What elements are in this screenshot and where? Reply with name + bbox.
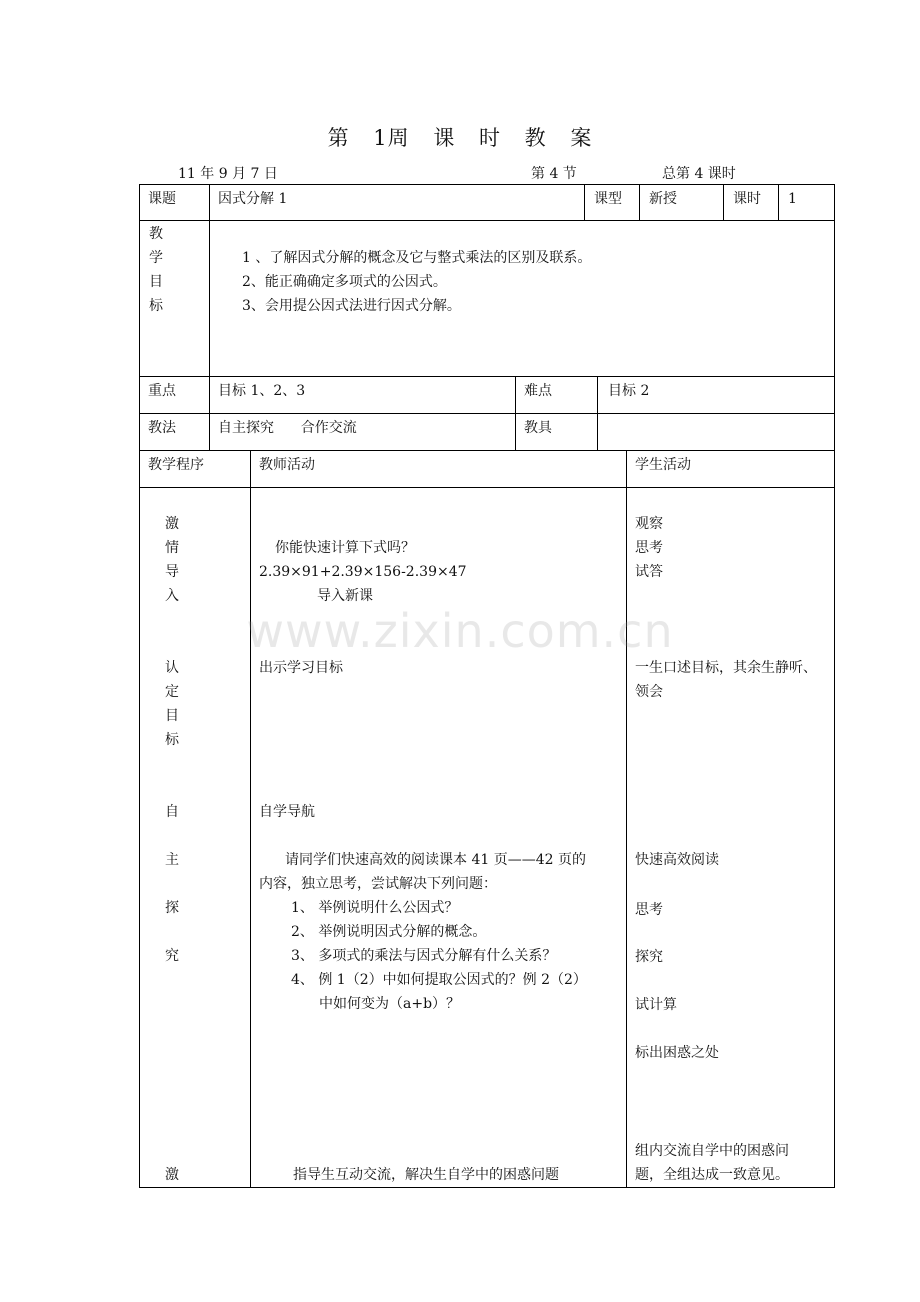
stage-explore-title: 自学导航: [259, 804, 315, 820]
key-label: 重点: [148, 383, 176, 399]
method-value: 自主探究 合作交流: [218, 420, 357, 436]
stage-last-student: 组内交流自学中的困惑问 题，全组达成一致意见。: [635, 1143, 789, 1183]
topic-value: 因式分解 1: [218, 191, 288, 207]
question-item: 3、 多项式的乘法与因式分解有什么关系？: [291, 948, 557, 964]
question-item: 1、 举例说明什么公因式？: [291, 900, 459, 916]
method-label: 教法: [148, 420, 176, 436]
lesson-section: 第 4 节: [531, 166, 577, 182]
objective-item: 2、能正确确定多项式的公因式。: [242, 274, 447, 290]
objective-item: 1 、了解因式分解的概念及它与整式乘法的区别及联系。: [242, 250, 592, 266]
teacher-header: 教师活动: [259, 457, 315, 473]
stage-explore-teacher: 请同学们快速高效的阅读课本 41 页——42 页的 内容，独立思考，尝试解决下列问题： 1、 举例说明什么公因式？ 2、 举例说明因式分解的概念。 3、 多项式的乘法与因式分解有什么关系？ 4、 例 1（2）中如何提取公因式的？例 2（2） 中如何变为（a+b）？: [259, 848, 623, 1016]
difficulty-label: 难点: [524, 383, 552, 399]
stage-goals-label: 认 定 目 标: [165, 660, 179, 748]
stage-intro-teacher: 你能快速计算下式吗？ 2.39×91+2.39×156-2.39×47 导入新课: [259, 540, 467, 604]
stage-goals-student: 一生口述目标，其余生静听、 领会: [635, 660, 817, 700]
stage-last-label: 激: [165, 1167, 179, 1183]
watermark: www.zixin.com.cn: [246, 604, 674, 658]
stage-last-teacher: 指导生互动交流，解决生自学中的困惑问题: [293, 1167, 559, 1183]
page-title: 第 1周 课 时 教 案: [327, 126, 593, 150]
objectives-label: 教 学 目 标: [149, 226, 163, 314]
question-item: 4、 例 1（2）中如何提取公因式的？例 2（2）: [291, 972, 587, 988]
procedure-header: 教学程序: [148, 457, 204, 473]
tools-label: 教具: [524, 420, 552, 436]
topic-label: 课题: [148, 191, 176, 207]
lesson-date: 11 年 9 月 7 日: [178, 166, 278, 182]
key-value: 目标 1、2、3: [218, 383, 306, 399]
stage-intro-student: 观察 思考 试答: [635, 516, 663, 580]
student-header: 学生活动: [635, 457, 691, 473]
hours-value: 1: [788, 191, 797, 207]
type-label: 课型: [594, 191, 622, 207]
difficulty-value: 目标 2: [608, 383, 650, 399]
objective-item: 3、会用提公因式法进行因式分解。: [242, 298, 461, 314]
lesson-total: 总第 4 课时: [662, 166, 736, 182]
objectives-list: [242, 246, 591, 318]
stage-goals-teacher: 出示学习目标: [259, 660, 343, 676]
hours-label: 课时: [733, 191, 761, 207]
stage-intro-label: 激 情 导 入: [165, 516, 179, 604]
question-item: 2、 举例说明因式分解的概念。: [291, 924, 487, 940]
type-value: 新授: [649, 191, 677, 207]
